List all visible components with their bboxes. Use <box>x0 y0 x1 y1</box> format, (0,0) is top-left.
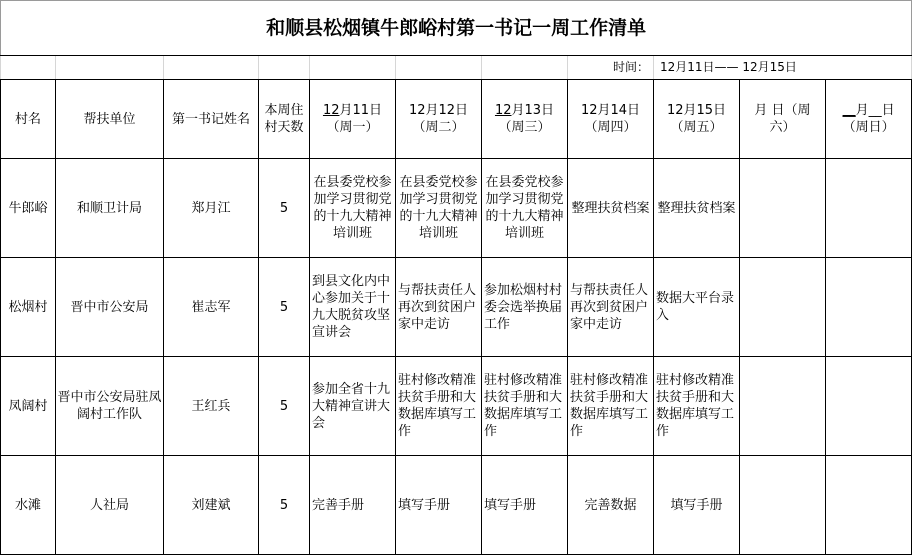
cell-sat <box>740 159 826 258</box>
header-thu-date: 12月14日 <box>580 103 641 118</box>
cell-days: 5 <box>259 159 310 258</box>
cell-tue: 在县委党校参加学习贯彻党的十九大精神培训班 <box>396 159 482 258</box>
cell-unit: 人社局 <box>56 456 164 555</box>
cell-sun <box>826 357 912 456</box>
header-mon-date: 月11日 <box>339 103 383 118</box>
header-sat-date: 月 日（周 <box>754 103 811 118</box>
cell-days: 5 <box>259 258 310 357</box>
table-row <box>1 258 912 357</box>
cell-mon: 完善手册 <box>310 456 396 555</box>
cell-tue: 驻村修改精准扶贫手册和大数据库填写工作 <box>396 357 482 456</box>
cell-wed: 参加松烟村村委会选举换届工作 <box>482 258 568 357</box>
cell-days: 5 <box>259 357 310 456</box>
cell-tue: 填写手册 <box>396 456 482 555</box>
cell-village: 松烟村 <box>1 258 56 357</box>
header-tue-week: （周二） <box>412 120 465 135</box>
header-tue-date: 12月12日 <box>408 103 469 118</box>
cell-thu: 完善数据 <box>568 456 654 555</box>
cell-secretary: 崔志军 <box>164 258 259 357</box>
header-sun-week: （周日） <box>842 120 895 135</box>
header-mon-week: （周一） <box>326 120 379 135</box>
cell-secretary: 郑月江 <box>164 159 259 258</box>
header-unit: 帮扶单位 <box>56 80 164 159</box>
table-row <box>1 456 912 555</box>
cell-sat <box>740 357 826 456</box>
cell-fri: 整理扶贫档案 <box>654 159 740 258</box>
cell-fri: 填写手册 <box>654 456 740 555</box>
page-title: 和顺县松烟镇牛郎峪村第一书记一周工作清单 <box>1 1 912 56</box>
cell-mon: 在县委党校参加学习贯彻党的十九大精神培训班 <box>310 159 396 258</box>
cell-secretary: 王红兵 <box>164 357 259 456</box>
cell-fri: 驻村修改精准扶贫手册和大数据库填写工作 <box>654 357 740 456</box>
header-wed-week: （周三） <box>498 120 551 135</box>
header-sun-blank: __ <box>842 103 856 118</box>
header-mon-date-month: 12 <box>322 103 340 118</box>
header-tue <box>396 80 482 159</box>
cell-sun <box>826 456 912 555</box>
header-sat-week: 六） <box>769 120 796 135</box>
cell-unit: 晋中市公安局驻凤阔村工作队 <box>56 357 164 456</box>
cell-village: 牛郎峪 <box>1 159 56 258</box>
cell-secretary: 刘建斌 <box>164 456 259 555</box>
cell-thu: 驻村修改精准扶贫手册和大数据库填写工作 <box>568 357 654 456</box>
cell-sun <box>826 258 912 357</box>
header-wed-date-month: 12 <box>494 103 512 118</box>
header-row <box>1 80 912 159</box>
header-village: 村名 <box>1 80 56 159</box>
header-fri <box>654 80 740 159</box>
cell-unit: 晋中市公安局 <box>56 258 164 357</box>
cell-thu: 整理扶贫档案 <box>568 159 654 258</box>
header-thu <box>568 80 654 159</box>
header-secretary: 第一书记姓名 <box>164 80 259 159</box>
header-days: 本周住村天数 <box>259 80 310 159</box>
cell-days: 5 <box>259 456 310 555</box>
header-wed <box>482 80 568 159</box>
cell-sat <box>740 456 826 555</box>
time-range: 12月11日—— 12月15日 <box>654 56 912 80</box>
cell-sun <box>826 159 912 258</box>
cell-fri: 数据大平台录入 <box>654 258 740 357</box>
header-mon <box>310 80 396 159</box>
time-label: 时间： <box>568 56 654 80</box>
cell-thu: 与帮扶责任人再次到贫困户家中走访 <box>568 258 654 357</box>
cell-wed: 填写手册 <box>482 456 568 555</box>
cell-wed: 在县委党校参加学习贯彻党的十九大精神培训班 <box>482 159 568 258</box>
header-sat <box>740 80 826 159</box>
header-fri-week: （周五） <box>670 120 723 135</box>
header-wed-date: 月13日 <box>511 103 555 118</box>
header-sun-date: 月__日 <box>855 103 895 118</box>
cell-tue: 与帮扶责任人再次到贫困户家中走访 <box>396 258 482 357</box>
table-row <box>1 159 912 258</box>
cell-mon: 到县文化内中心参加关于十九大脱贫攻坚宣讲会 <box>310 258 396 357</box>
cell-village: 凤阔村 <box>1 357 56 456</box>
cell-wed: 驻村修改精准扶贫手册和大数据库填写工作 <box>482 357 568 456</box>
table-row <box>1 357 912 456</box>
header-sun <box>826 80 912 159</box>
cell-unit: 和顺卫计局 <box>56 159 164 258</box>
cell-sat <box>740 258 826 357</box>
header-thu-week: （周四） <box>584 120 637 135</box>
cell-village: 水滩 <box>1 456 56 555</box>
cell-mon: 参加全省十九大精神宣讲大会 <box>310 357 396 456</box>
header-fri-date: 12月15日 <box>666 103 727 118</box>
